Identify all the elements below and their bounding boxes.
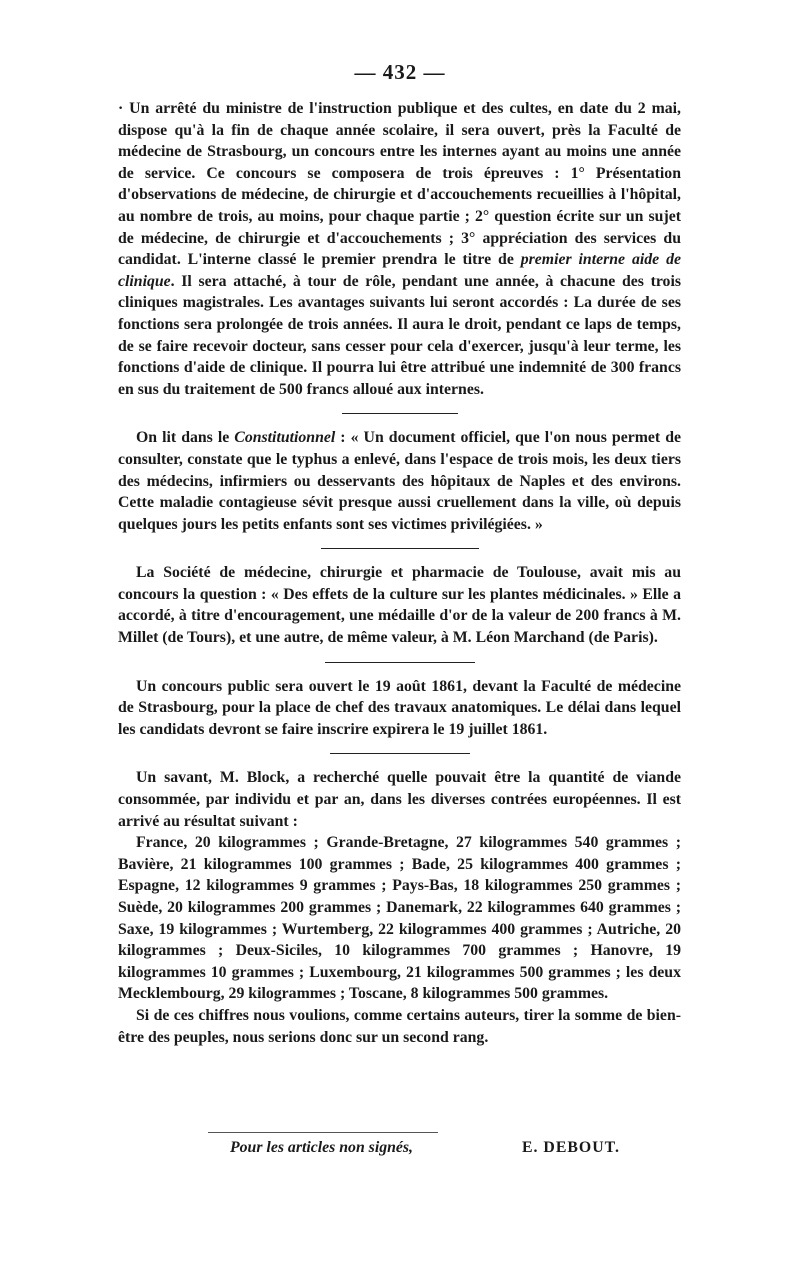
news-item-concours-anatomie: Un concours public sera ouvert le 19 août 1861, devant la Faculté de médecine de Strasbourg, pour la place de chef des travaux anatomiques. Le délai dans lequel les candidats devront se faire inscrire expirera le 19 juillet 1861. bbox=[118, 677, 681, 738]
news-item-typhus-naples bbox=[118, 427, 681, 535]
separator-rule bbox=[330, 753, 470, 754]
footer-note: Pour les articles non signés, bbox=[230, 1139, 414, 1156]
separator-rule bbox=[342, 413, 458, 414]
meat-consumption-conclusion: Si de ces chiffres nous voulions, comme certains auteurs, tirer la somme de bien-être des peuples, nous serions donc sur un second rang. bbox=[118, 1006, 681, 1046]
newspaper-title: Constitutionnel bbox=[234, 429, 336, 447]
news-item-strasbourg-internes bbox=[118, 98, 681, 400]
news-item-text: . Il sera attaché, à tour de rôle, pendant une année, à chacune des trois cliniques magistrales. Les avantages suivants lui seront accordés : La durée de ses fonctions sera prolongée de trois années. Il aura le droit, pendant ce laps de temps, de se faire recevoir docteur, sans cesser pour cela d'exercer, jusqu'à leur terme, les fonctions d'aide de clinique. Il pourra lui être attribué une indemnité de 300 francs en sus du traitement de 500 francs alloué aux internes. bbox=[118, 272, 681, 398]
page-number: — 432 — bbox=[354, 60, 446, 84]
news-item-text: On lit dans le bbox=[136, 429, 235, 447]
meat-consumption-list: France, 20 kilogrammes ; Grande-Bretagne, 27 kilogrammes 540 grammes ; Bavière, 21 kilogrammes 100 grammes ; Bade, 25 kilogrammes 400 grammes ; Espagne, 12 kilogrammes 9 grammes ; Pays-Bas, 18 kilogrammes 250 grammes ; Suède, 20 kilogrammes 200 grammes ; Danemark, 22 kilogrammes 640 grammes ; Saxe, 19 kilogrammes ; Wurtemberg, 22 kilogrammes 400 grammes ; Autriche, 20 kilogrammes ; Deux-Siciles, 10 kilogrammes 700 grammes ; Hanovre, 19 kilogrammes 10 grammes ; Luxembourg, 21 kilogrammes 500 grammes ; les deux Mecklembourg, 29 kilogrammes ; Toscane, 8 kilogrammes 500 grammes. bbox=[118, 834, 681, 1003]
emphasized-title: premier interne aide de clinique bbox=[118, 251, 681, 290]
article-body bbox=[118, 98, 681, 1048]
separator-rule bbox=[325, 662, 475, 663]
separator-rule bbox=[321, 548, 479, 549]
footer-rule bbox=[208, 1132, 438, 1133]
editor-signature: E. DEBOUT. bbox=[522, 1139, 620, 1156]
news-item-toulouse-society: La Société de médecine, chirurgie et pharmacie de Toulouse, avait mis au concours la question : « Des effets de la culture sur les plantes médicinales. » Elle a accordé, à titre d'encouragement, une médaille d'or de la valeur de 200 francs à M. Millet (de Tours), et une autre, de même valeur, à M. Léon Marchand (de Paris). bbox=[118, 564, 681, 647]
news-item-meat-consumption: Un savant, M. Block, a recherché quelle pouvait être la quantité de viande consommée, par individu et par an, dans les diverses contrées européennes. Il est arrivé au résultat suivant : bbox=[118, 769, 681, 830]
news-item-text: · Un arrêté du ministre de l'instruction publique et des cultes, en date du 2 mai, dispose qu'à la fin de chaque année scolaire, il sera ouvert, près la Faculté de médecine de Strasbourg, un concours entre les internes ayant au moins une année de service. Ce concours se composera de trois épreuves : 1° Présentation d'observations de médecine, de chirurgie et d'accouchements recueillies à l'hôpital, au nombre de trois, au moins, pour chaque partie ; 2° question écrite sur un sujet de médecine, de chirurgie et d'accouchements ; 3° appréciation des services du candidat. L'interne classé le premier prendra le titre de bbox=[118, 100, 681, 269]
news-item-text: : « Un document officiel, que l'on nous permet de consulter, constate que le typhus a enlevé, dans l'espace de trois mois, les deux tiers des médecins, infirmiers ou desservants des hôpitaux de Naples et des environs. Cette maladie contagieuse sévit presque aussi cruellement dans la ville, où depuis quelques jours les petits enfants sont ses victimes privilégiées. » bbox=[118, 429, 681, 533]
footer bbox=[118, 1137, 681, 1161]
